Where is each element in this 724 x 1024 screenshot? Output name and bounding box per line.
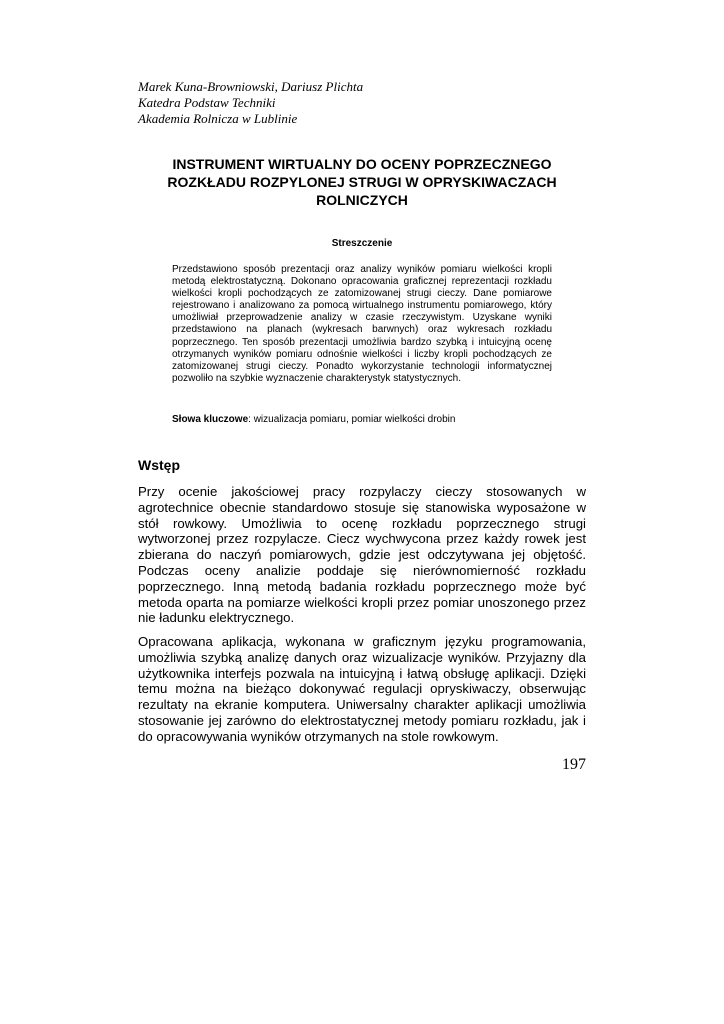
- paper-title: [138, 155, 586, 209]
- abstract-heading: Streszczenie: [331, 238, 393, 249]
- body-paragraph-2: Opracowana aplikacja, wykonana w graficznym języku programowania, umożliwia szybką analizę danych oraz wizualizacje wyników. Przyjazny dla użytkownika interfejs pozwala na intuicyjną i łatwą obsługę aplikacji. Dzięki temu można na bieżąco dokonywać regulacji opryskiwaczy, obserwując rezultaty na ekranie komputera. Uniwersalny charakter aplikacji umożliwia stosowanie jej zarówno do elektrostatycznej metody pomiaru rozkładu, jak i do opracowywania wyników otrzymanych na stole rowkowym.: [138, 634, 586, 744]
- keywords: [172, 414, 572, 426]
- title-line-2: ROZKŁADU ROZPYLONEJ STRUGI W OPRYSKIWACZACH: [167, 174, 557, 190]
- author-department: Katedra Podstaw Techniki: [138, 95, 276, 110]
- keywords-text: : wizualizacja pomiaru, pomiar wielkości drobin: [248, 414, 456, 425]
- body-paragraph-1: Przy ocenie jakościowej pracy rozpylaczy cieczy stosowanych w agrotechnice obecnie standardowo stosuje się stanowiska wyposażone w stół rowkowy. Umożliwia to ocenę rozkładu poprzecznego strugi wytworzonej przez rozpylacze. Ciecz wychwycona przez każdy rowek jest zbierana do naczyń pomiarowych, gdzie jest odczytywana jej objętość. Podczas oceny analizie poddaje się nierównomierność rozkładu poprzecznego. Inną metodą badania rozkładu poprzecznego może być metoda oparta na pomiarze wielkości kropli przez pomiar unoszonego przez nie ładunku elektrycznego.: [138, 484, 586, 626]
- keywords-label: Słowa kluczowe: [172, 414, 249, 425]
- title-line-1: INSTRUMENT WIRTUALNY DO OCENY POPRZECZNEGO: [172, 156, 552, 172]
- author-institution: Akademia Rolnicza w Lublinie: [138, 111, 298, 126]
- section-heading: Wstęp: [138, 457, 180, 473]
- author-block: [138, 79, 598, 127]
- title-line-3: ROLNICZYCH: [316, 192, 408, 208]
- page-number: 197: [562, 756, 586, 773]
- author-names: Marek Kuna-Browniowski, Dariusz Plichta: [138, 79, 364, 94]
- abstract-text: Przedstawiono sposób prezentacji oraz analizy wyników pomiaru wielkości kropli metodą elektrostatyczną. Dokonano opracowania graficznej reprezentacji rozkładu wielkości kropli pochodzących ze zatomizowanej strugi cieczy. Dane pomiarowe rejestrowano i analizowano za pomocą wirtualnego instrumentu pomiarowego, który umożliwiał przeprowadzenie analizy w czasie rzeczywistym. Uzyskane wyniki przedstawiono na planach (wykresach barwnych) oraz wykresach rozkładu poprzecznego. Ten sposób prezentacji umożliwia bardzo szybką i intuicyjną ocenę otrzymanych wyników pomiaru odnośnie wielkości i liczby kropli pochodzących ze zatomizowanej strugi cieczy. Ponadto wykorzystanie technologii informatycznej pozwoliło na szybkie wyznaczenie charakterystyk statystycznych.: [172, 264, 552, 384]
